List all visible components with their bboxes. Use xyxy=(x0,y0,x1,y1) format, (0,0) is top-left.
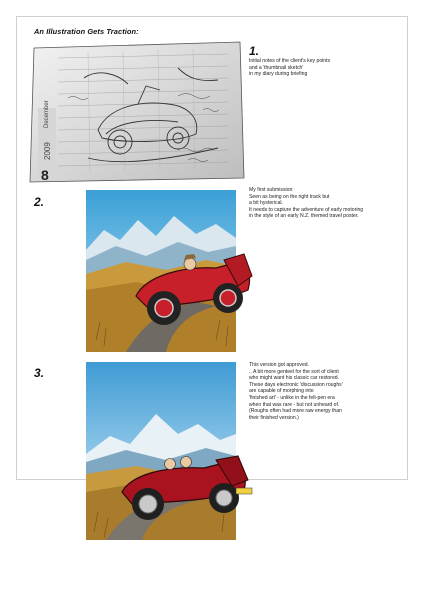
section-1-number: 1. xyxy=(249,44,260,58)
diary-sketch-image xyxy=(28,38,248,186)
first-submission-illustration xyxy=(86,190,254,352)
section-2-caption: My first submission: Seen as being on the right track but a bit hysterical. It needs to capture the adventure of early motoring in the style of an early N.Z. themed travel poster. xyxy=(249,187,364,220)
approved-version-illustration xyxy=(86,362,262,544)
section-3-number: 3. xyxy=(34,366,45,380)
section-2-number: 2. xyxy=(34,195,45,209)
section-3-caption: This version got approved. .. A bit more genteel for the sort of client who might want his classic car restored. These days electronic 'discussion roughs' are capable of morphing into 'finished art' - unlike in the felt-pen era when that was rare - but not unheard of. (Roughs often had more raw energy than their finished version.) xyxy=(249,362,343,421)
diary-date-digit: 8 xyxy=(41,167,49,183)
page-title: An Illustration Gets Traction: xyxy=(34,27,139,36)
diary-year-label: 2009 xyxy=(43,142,52,160)
section-1-caption: Initial notes of the client's key points and a 'thumbnail sketch' in my diary during briefing xyxy=(249,58,331,78)
diary-month-label: December xyxy=(44,100,50,128)
